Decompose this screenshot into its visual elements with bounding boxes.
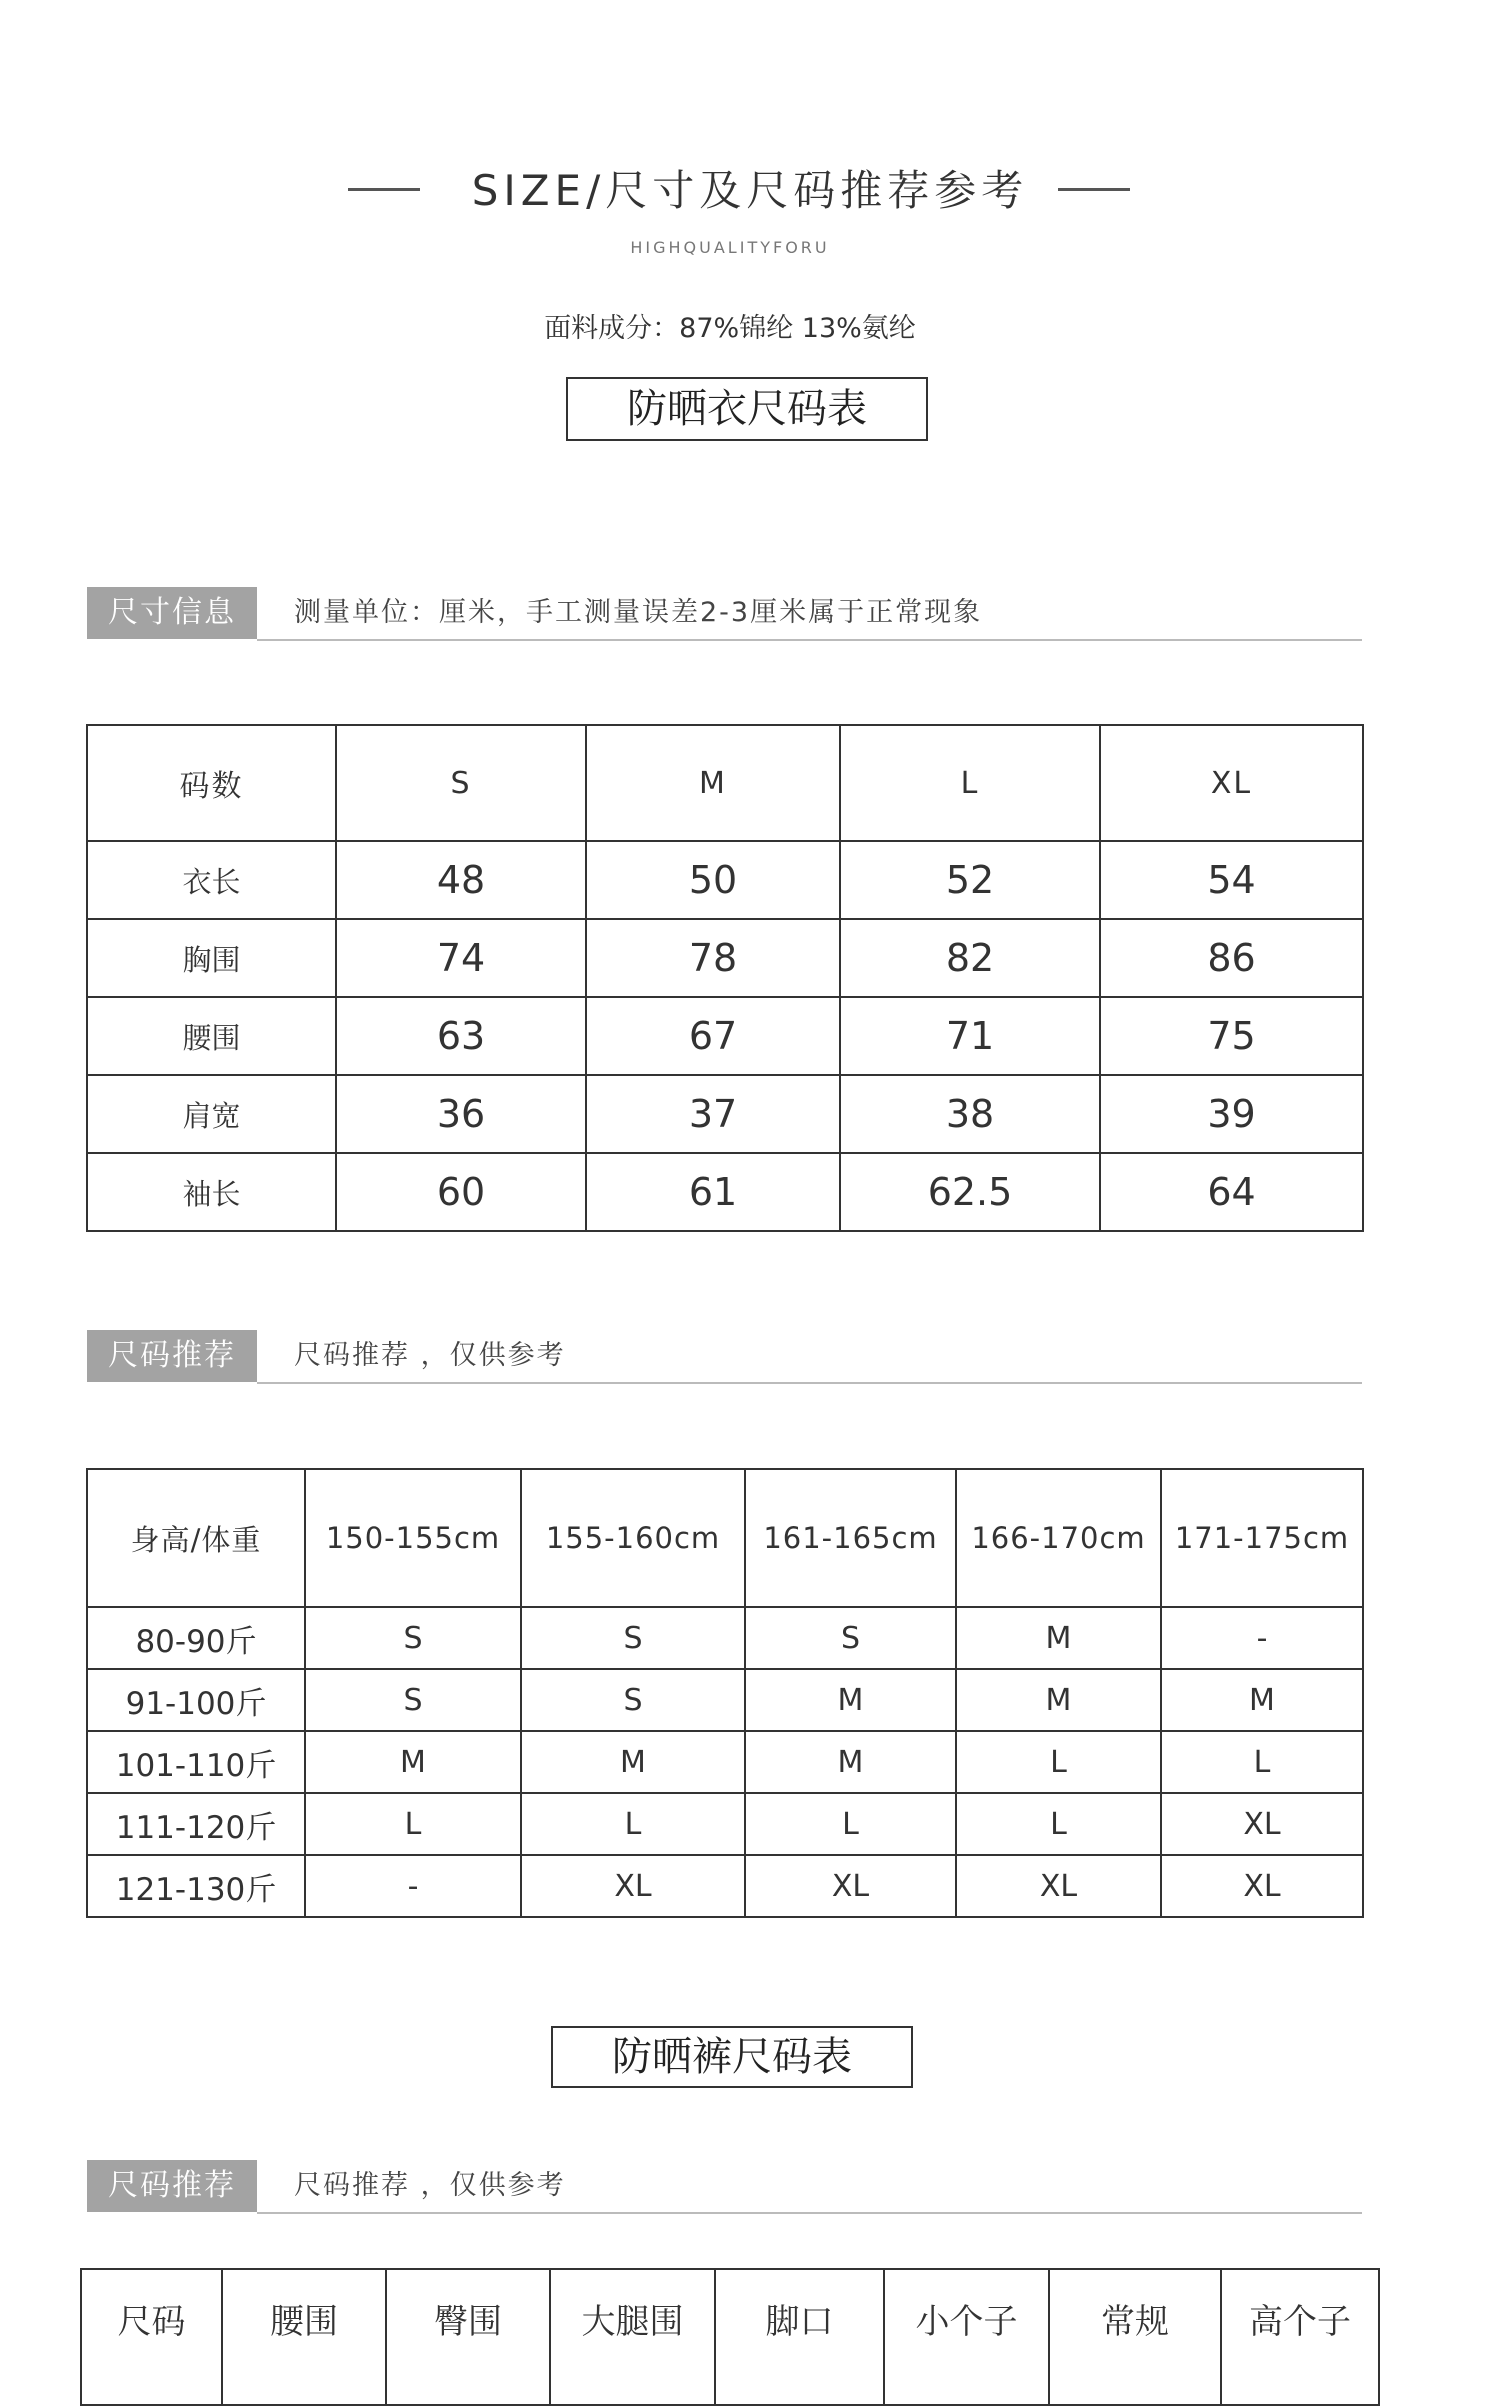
pants-header-cell: 尺码 — [81, 2269, 222, 2405]
page-title: SIZE/尺寸及尺码推荐参考 — [471, 166, 1029, 215]
table-cell: S — [305, 1669, 521, 1731]
pants-recommend-tag: 尺码推荐 — [87, 2160, 257, 2212]
row-label: 80-90斤 — [87, 1607, 305, 1669]
page-subtitle: HIGHQUALITYFORU — [630, 238, 830, 257]
table-cell: 63 — [336, 997, 586, 1075]
table-cell: S — [521, 1669, 745, 1731]
table-cell: M — [745, 1669, 956, 1731]
size-info-rule — [257, 639, 1362, 641]
recommend-header-cell: 150-155cm — [305, 1469, 521, 1607]
table-cell: 75 — [1100, 997, 1363, 1075]
table-cell: L — [745, 1793, 956, 1855]
size-header-cell: M — [586, 725, 840, 841]
table-cell: 37 — [586, 1075, 840, 1153]
table-cell: 67 — [586, 997, 840, 1075]
pants-header-cell: 高个子 — [1221, 2269, 1379, 2405]
row-label: 101-110斤 — [87, 1731, 305, 1793]
table-cell: XL — [521, 1855, 745, 1917]
table-row — [87, 1153, 1363, 1231]
pants-table — [80, 2268, 1380, 2406]
pants-header-cell: 大腿围 — [550, 2269, 715, 2405]
size-header-cell: L — [840, 725, 1100, 841]
title-right-line — [1058, 188, 1130, 191]
row-label: 袖长 — [87, 1153, 336, 1231]
table-row — [87, 997, 1363, 1075]
table-cell: L — [956, 1731, 1161, 1793]
row-label: 91-100斤 — [87, 1669, 305, 1731]
row-label: 衣长 — [87, 841, 336, 919]
pants-header-cell: 臀围 — [386, 2269, 550, 2405]
table-row — [87, 1669, 1363, 1731]
recommend-header-row — [87, 1469, 1363, 1607]
size-info-note: 测量单位：厘米，手工测量误差2-3厘米属于正常现象 — [294, 597, 983, 628]
row-label: 腰围 — [87, 997, 336, 1075]
table-cell: 60 — [336, 1153, 586, 1231]
table-cell: L — [956, 1793, 1161, 1855]
table-cell: 50 — [586, 841, 840, 919]
table-row — [87, 1607, 1363, 1669]
pants-recommend-rule — [257, 2212, 1362, 2214]
table-row — [87, 841, 1363, 919]
table-cell: XL — [956, 1855, 1161, 1917]
table-cell: M — [1161, 1669, 1363, 1731]
recommend-table — [86, 1468, 1364, 1918]
table-cell: L — [521, 1793, 745, 1855]
size-table — [86, 724, 1364, 1232]
table-row — [87, 919, 1363, 997]
table-row — [87, 1075, 1363, 1153]
table-cell: - — [305, 1855, 521, 1917]
fabric-composition: 面料成分：87%锦纶 13%氨纶 — [544, 313, 916, 344]
pants-header-row — [81, 2269, 1379, 2405]
table-cell: 71 — [840, 997, 1100, 1075]
recommend-header-cell: 155-160cm — [521, 1469, 745, 1607]
table-cell: M — [521, 1731, 745, 1793]
pants-recommend-banner — [87, 2160, 1362, 2214]
size-info-tag: 尺寸信息 — [87, 587, 257, 639]
table-cell: 86 — [1100, 919, 1363, 997]
recommend-header-cell: 166-170cm — [956, 1469, 1161, 1607]
pants-header-cell: 常规 — [1049, 2269, 1221, 2405]
recommend-banner — [87, 1330, 1362, 1384]
table-cell: M — [956, 1669, 1161, 1731]
pants-recommend-note: 尺码推荐 ，仅供参考 — [294, 2170, 566, 2201]
table-cell: XL — [1161, 1855, 1363, 1917]
table-cell: S — [521, 1607, 745, 1669]
table-row — [87, 1731, 1363, 1793]
pants-header-cell: 脚口 — [715, 2269, 884, 2405]
row-label: 121-130斤 — [87, 1855, 305, 1917]
row-label: 111-120斤 — [87, 1793, 305, 1855]
size-header-cell: 码数 — [87, 725, 336, 841]
table-cell: M — [956, 1607, 1161, 1669]
table-cell: 52 — [840, 841, 1100, 919]
table-cell: 74 — [336, 919, 586, 997]
recommend-header-cell: 身高/体重 — [87, 1469, 305, 1607]
table-cell: XL — [745, 1855, 956, 1917]
recommend-note: 尺码推荐 ，仅供参考 — [294, 1340, 566, 1371]
table-cell: S — [745, 1607, 956, 1669]
table-cell: XL — [1161, 1793, 1363, 1855]
table-cell: 61 — [586, 1153, 840, 1231]
recommend-header-cell: 171-175cm — [1161, 1469, 1363, 1607]
size-header-cell: S — [336, 725, 586, 841]
table-cell: 36 — [336, 1075, 586, 1153]
row-label: 肩宽 — [87, 1075, 336, 1153]
size-info-banner — [87, 587, 1362, 641]
pants-chart-title: 防晒裤尺码表 — [551, 2026, 913, 2088]
table-row — [87, 1855, 1363, 1917]
table-cell: L — [1161, 1731, 1363, 1793]
table-row — [87, 1793, 1363, 1855]
recommend-rule — [257, 1382, 1362, 1384]
table-cell: L — [305, 1793, 521, 1855]
table-cell: 54 — [1100, 841, 1363, 919]
size-header-cell: XL — [1100, 725, 1363, 841]
table-cell: 78 — [586, 919, 840, 997]
pants-header-cell: 腰围 — [222, 2269, 386, 2405]
recommend-header-cell: 161-165cm — [745, 1469, 956, 1607]
table-cell: - — [1161, 1607, 1363, 1669]
table-cell: 38 — [840, 1075, 1100, 1153]
row-label: 胸围 — [87, 919, 336, 997]
table-cell: M — [305, 1731, 521, 1793]
table-cell: M — [745, 1731, 956, 1793]
recommend-tag: 尺码推荐 — [87, 1330, 257, 1382]
size-table-header-row — [87, 725, 1363, 841]
pants-header-cell: 小个子 — [884, 2269, 1049, 2405]
table-cell: 39 — [1100, 1075, 1363, 1153]
table-cell: 48 — [336, 841, 586, 919]
table-cell: 64 — [1100, 1153, 1363, 1231]
top-chart-title: 防晒衣尺码表 — [566, 377, 928, 441]
table-cell: 62.5 — [840, 1153, 1100, 1231]
table-cell: S — [305, 1607, 521, 1669]
table-cell: 82 — [840, 919, 1100, 997]
